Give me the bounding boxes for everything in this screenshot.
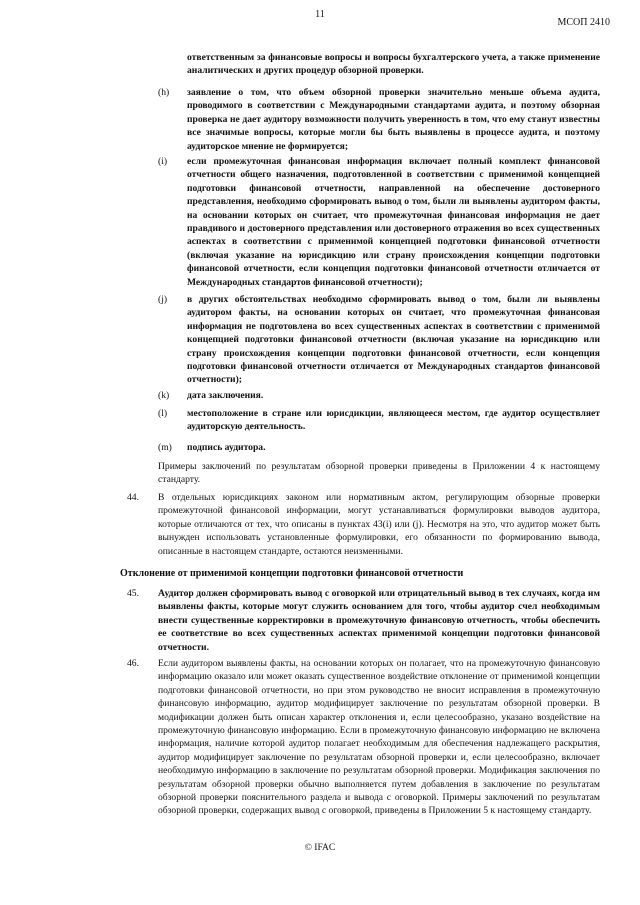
subitem-m-text: подпись аудитора. bbox=[187, 442, 266, 453]
para-45-number: 45. bbox=[127, 588, 139, 599]
subitem-i-text: если промежуточная финансовая информация включает полный комплект финансовой отчетности общего назначения, подготовленной в соответствии с применимой концепцией подготовки финансовой отчетности, направленной на обеспечение достоверного представления, необходимо сформировать вывод о том, были ли выявлены аудитором факты, на основании которых он считает, что промежуточная финансовая информация не дает правдивого и достоверного представления или достоверного отражения во всех существенных аспектах в соответствии с применимой концепцией подготовки финансовой отчетности (включая указание на юрисдикцию или страну происхождения концепции подготовки финансовой отчетности, если концепция подготовки финансовой отчетности отличается от Международных стандартов финансовой отчетности); bbox=[187, 156, 600, 288]
section-heading: Отклонение от применимой концепции подготовки финансовой отчетности bbox=[120, 568, 464, 579]
intro-continuation: ответственным за финансовые вопросы и вопросы бухгалтерского учета, а также применение аналитических и других процедур обзорной проверки. bbox=[187, 52, 600, 77]
subitem-l-text: местоположение в стране или юрисдикции, являющееся местом, где аудитор осуществляет аудиторскую деятельность. bbox=[187, 408, 600, 433]
subitem-j-label: (j) bbox=[158, 294, 168, 305]
para-46-number: 46. bbox=[127, 658, 139, 669]
subitem-k-text: дата заключения. bbox=[187, 390, 264, 401]
para-45-text: Аудитор должен сформировать вывод с оговоркой или отрицательный вывод в тех случаях, когда им выявлены факты, которые могут служить основанием для того, чтобы аудитор счел необходимым внести существенные корректировки в промежуточную финансовую отчетность, чтобы обеспечить ее соответствие во всех существенных аспектах применимой концепции подготовки финансовой отчетности. bbox=[158, 588, 600, 653]
examples-note: Примеры заключений по результатам обзорной проверки приведены в Приложении 4 к настоящему стандарту. bbox=[158, 461, 600, 486]
para-46-text: Если аудитором выявлены факты, на основании которых он полагает, что на промежуточную финансовую информацию оказало или может оказать существенное воздействие отклонение от применимой концепции подготовки финансовой отчетности, но при этом руководство не вносит исправления в промежуточную финансовую информацию, аудитор модифицирует заключение по результатам обзорной проверки. В модификации должен быть описан характер отклонения и, если целесообразно, указано воздействие на промежуточную финансовую информацию. Если в промежуточную финансовую информацию не включена информация, наличие которой аудитор полагает необходимым для обеспечения надлежащего раскрытия, аудитор модифицирует заключение по результатам обзорной проверки и, если целесообразно, включает необходимую информацию в заключение по результатам обзорной проверки. Модификация заключения по результатам обзорной проверки обычно выполняется путем добавления в заключение по результатам обзорной проверки пояснительного раздела и вывода с оговоркой. Примеры заключений по результатам обзорной проверки, содержащих вывод с оговоркой, приведены в Приложении 5 к настоящему стандарту. bbox=[158, 658, 600, 817]
subitem-m-label: (m) bbox=[158, 442, 172, 453]
subitem-i-label: (i) bbox=[158, 156, 168, 167]
subitem-k-label: (k) bbox=[158, 390, 170, 401]
para-44-number: 44. bbox=[127, 492, 139, 503]
copyright: © IFAC bbox=[304, 843, 336, 853]
subitem-l-label: (l) bbox=[158, 408, 168, 419]
subitem-h-text: заявление о том, что объем обзорной проверки значительно меньше объема аудита, проводимого в соответствии с Международными стандартами аудита, и поэтому обзорная проверка не дает аудитору возможности получить уверенность в том, что ему станут известны все значимые вопросы, которые могли бы быть выявлены в процессе аудита, и поэтому аудиторское мнение не формируется; bbox=[187, 87, 600, 152]
standard-code: МСОП 2410 bbox=[557, 17, 610, 28]
para-44-text: В отдельных юрисдикциях законом или нормативным актом, регулирующим обзорные проверки промежуточной финансовой информации, могут устанавливаться формулировки выводов аудитора, которые отличаются от тех, что описаны в пунктах 43(i) или (j). Несмотря на это, что аудитор может быть вынужден использовать установленные формулировки, его обязанности по формированию вывода, описанные в настоящем стандарте, остаются неизменными. bbox=[158, 492, 600, 557]
subitem-j-text: в других обстоятельствах необходимо сформировать вывод о том, были ли выявлены аудитором факты, на основании которых он считает, что промежуточная финансовая информация не подготовлена во всех существенных аспектах в соответствии с применимой концепцией подготовки финансовой отчетности (включая указание на юрисдикцию или страну происхождения концепции подготовки финансовой отчетности, если концепция подготовки финансовой отчетности отличается от Международных стандартов финансовой отчетности); bbox=[187, 294, 600, 386]
subitem-h-label: (h) bbox=[158, 87, 170, 98]
page-number: 11 bbox=[315, 9, 325, 20]
